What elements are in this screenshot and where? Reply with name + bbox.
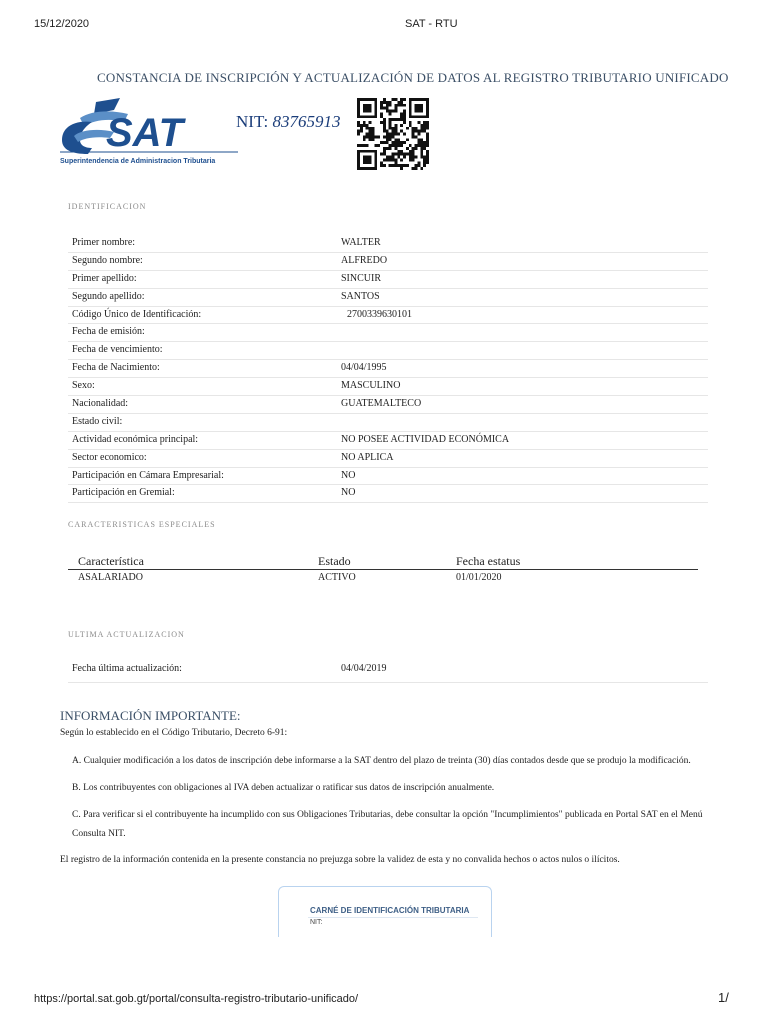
- identification-row: [68, 432, 708, 450]
- card-divider: [308, 917, 478, 918]
- identification-row-value: SINCUIR: [341, 272, 382, 284]
- last-update-label: Fecha última actualización:: [72, 663, 182, 674]
- identification-row-label: Segundo apellido:: [72, 290, 145, 302]
- identification-row-label: Primer nombre:: [72, 237, 136, 248]
- important-item-b: B. Los contribuyentes con obligaciones al IVA deben actualizar o ratificar sus datos de inscripción anualmente.: [72, 783, 495, 793]
- identification-row-label: Participación en Cámara Empresarial:: [72, 469, 224, 481]
- identification-row-label: Primer apellido:: [72, 272, 137, 284]
- identification-row: [68, 271, 708, 289]
- nit-display: [236, 112, 340, 132]
- footer-url[interactable]: https://portal.sat.gob.gt/portal/consulta-registro-tributario-unificado/: [34, 993, 359, 1005]
- identification-section-label: IDENTIFICACION: [68, 202, 147, 211]
- identification-row-value: MASCULINO: [341, 380, 401, 392]
- special-section-label: CARACTERISTICAS ESPECIALES: [68, 520, 216, 529]
- last-update-row: [68, 660, 708, 683]
- card-nit-label: NIT:: [310, 919, 323, 926]
- identification-row-label: Fecha de Nacimiento:: [72, 362, 160, 374]
- identification-row: [68, 414, 708, 432]
- svg-text:SAT: SAT: [106, 111, 184, 155]
- identification-row-label: Sexo:: [72, 380, 95, 392]
- disclaimer: El registro de la información contenida en la presente constancia no prejuzga sobre la validez de esta y no convalida hechos o actos nulos o ilícitos.: [60, 855, 620, 865]
- important-item-a: A. Cualquier modificación a los datos de inscripción debe informarse a la SAT dentro del plazo de treinta (30) días contados desde que se produjo la modificación.: [72, 756, 691, 766]
- identification-row-value: NO: [341, 487, 356, 499]
- identification-row-value: 04/04/1995: [341, 362, 387, 374]
- special-estado: ACTIVO: [318, 572, 356, 583]
- identification-row: [68, 342, 708, 360]
- identification-row: [68, 468, 708, 486]
- identification-row: [68, 307, 708, 325]
- important-item-c-cont: Consulta NIT.: [72, 829, 126, 839]
- sat-logo-graphic: [58, 96, 240, 168]
- header-fecha-estatus: Fecha estatus: [456, 554, 521, 568]
- print-title: SAT - RTU: [405, 18, 458, 30]
- header-estado: Estado: [318, 554, 351, 568]
- footer-page-number: 1/: [718, 990, 729, 1005]
- identification-row: [68, 324, 708, 342]
- important-item-c: C. Para verificar si el contribuyente ha incumplido con sus Obligaciones Tributarias, debe consultar la opción "Incumplimientos" publicada en Portal SAT en el Menú: [72, 810, 703, 820]
- header-caracteristica: Característica: [78, 554, 144, 568]
- sat-logo: [58, 96, 240, 168]
- identification-row-value: SANTOS: [341, 290, 380, 302]
- identification-row-label: Participación en Gremial:: [72, 487, 175, 499]
- identification-row: [68, 450, 708, 468]
- special-table-header: [68, 553, 698, 570]
- identification-row-value: NO POSEE ACTIVIDAD ECONÓMICA: [341, 433, 510, 445]
- important-info-title: INFORMACIÓN IMPORTANTE:: [60, 708, 241, 723]
- special-table-row: [68, 571, 698, 587]
- identification-row: [68, 235, 708, 253]
- identification-row: [68, 289, 708, 307]
- tax-id-card: [278, 886, 492, 937]
- identification-row-label: Fecha de emisión:: [72, 326, 145, 338]
- identification-row-label: Estado civil:: [72, 415, 123, 427]
- document-title: CONSTANCIA DE INSCRIPCIÓN Y ACTUALIZACIÓN DE DATOS AL REGISTRO TRIBUTARIO UNIFICADO: [97, 70, 729, 85]
- identification-row-label: Fecha de vencimiento:: [72, 344, 163, 356]
- nit-label: NIT:: [236, 112, 269, 131]
- last-update-section-label: ULTIMA ACTUALIZACION: [68, 630, 185, 639]
- identification-row: [68, 360, 708, 378]
- print-date: 15/12/2020: [34, 18, 90, 30]
- identification-row: [68, 378, 708, 396]
- important-intro: Según lo establecido en el Código Tributario, Decreto 6-91:: [60, 728, 288, 738]
- qr-code-icon: [357, 98, 429, 170]
- qr-code-graphic: [357, 98, 429, 170]
- identification-row-label: Actividad económica principal:: [72, 433, 199, 445]
- last-update-value: 04/04/2019: [341, 663, 387, 674]
- identification-row-label: Código Único de Identificación:: [72, 308, 202, 320]
- svg-text:Superintendencia de Administra: Superintendencia de Administracion Tributaria: [60, 158, 216, 165]
- identification-row-label: Nacionalidad:: [72, 398, 129, 410]
- identification-row: [68, 253, 708, 271]
- identification-row: [68, 396, 708, 414]
- identification-row-label: Sector economico:: [72, 451, 147, 463]
- card-title: CARNÉ DE IDENTIFICACIÓN TRIBUTARIA: [310, 906, 470, 915]
- identification-table: [68, 235, 708, 503]
- special-fecha: 01/01/2020: [456, 572, 502, 583]
- identification-row-value: GUATEMALTECO: [341, 398, 422, 410]
- identification-row-value: NO APLICA: [341, 451, 394, 463]
- identification-row-value: NO: [341, 469, 356, 481]
- identification-row-value: 2700339630101: [347, 308, 412, 320]
- identification-row-value: ALFREDO: [341, 254, 388, 266]
- nit-value: 83765913: [272, 112, 341, 131]
- identification-row: [68, 485, 708, 503]
- identification-row-label: Segundo nombre:: [72, 254, 143, 266]
- special-caracteristica: ASALARIADO: [78, 572, 143, 583]
- identification-row-value: WALTER: [341, 237, 381, 248]
